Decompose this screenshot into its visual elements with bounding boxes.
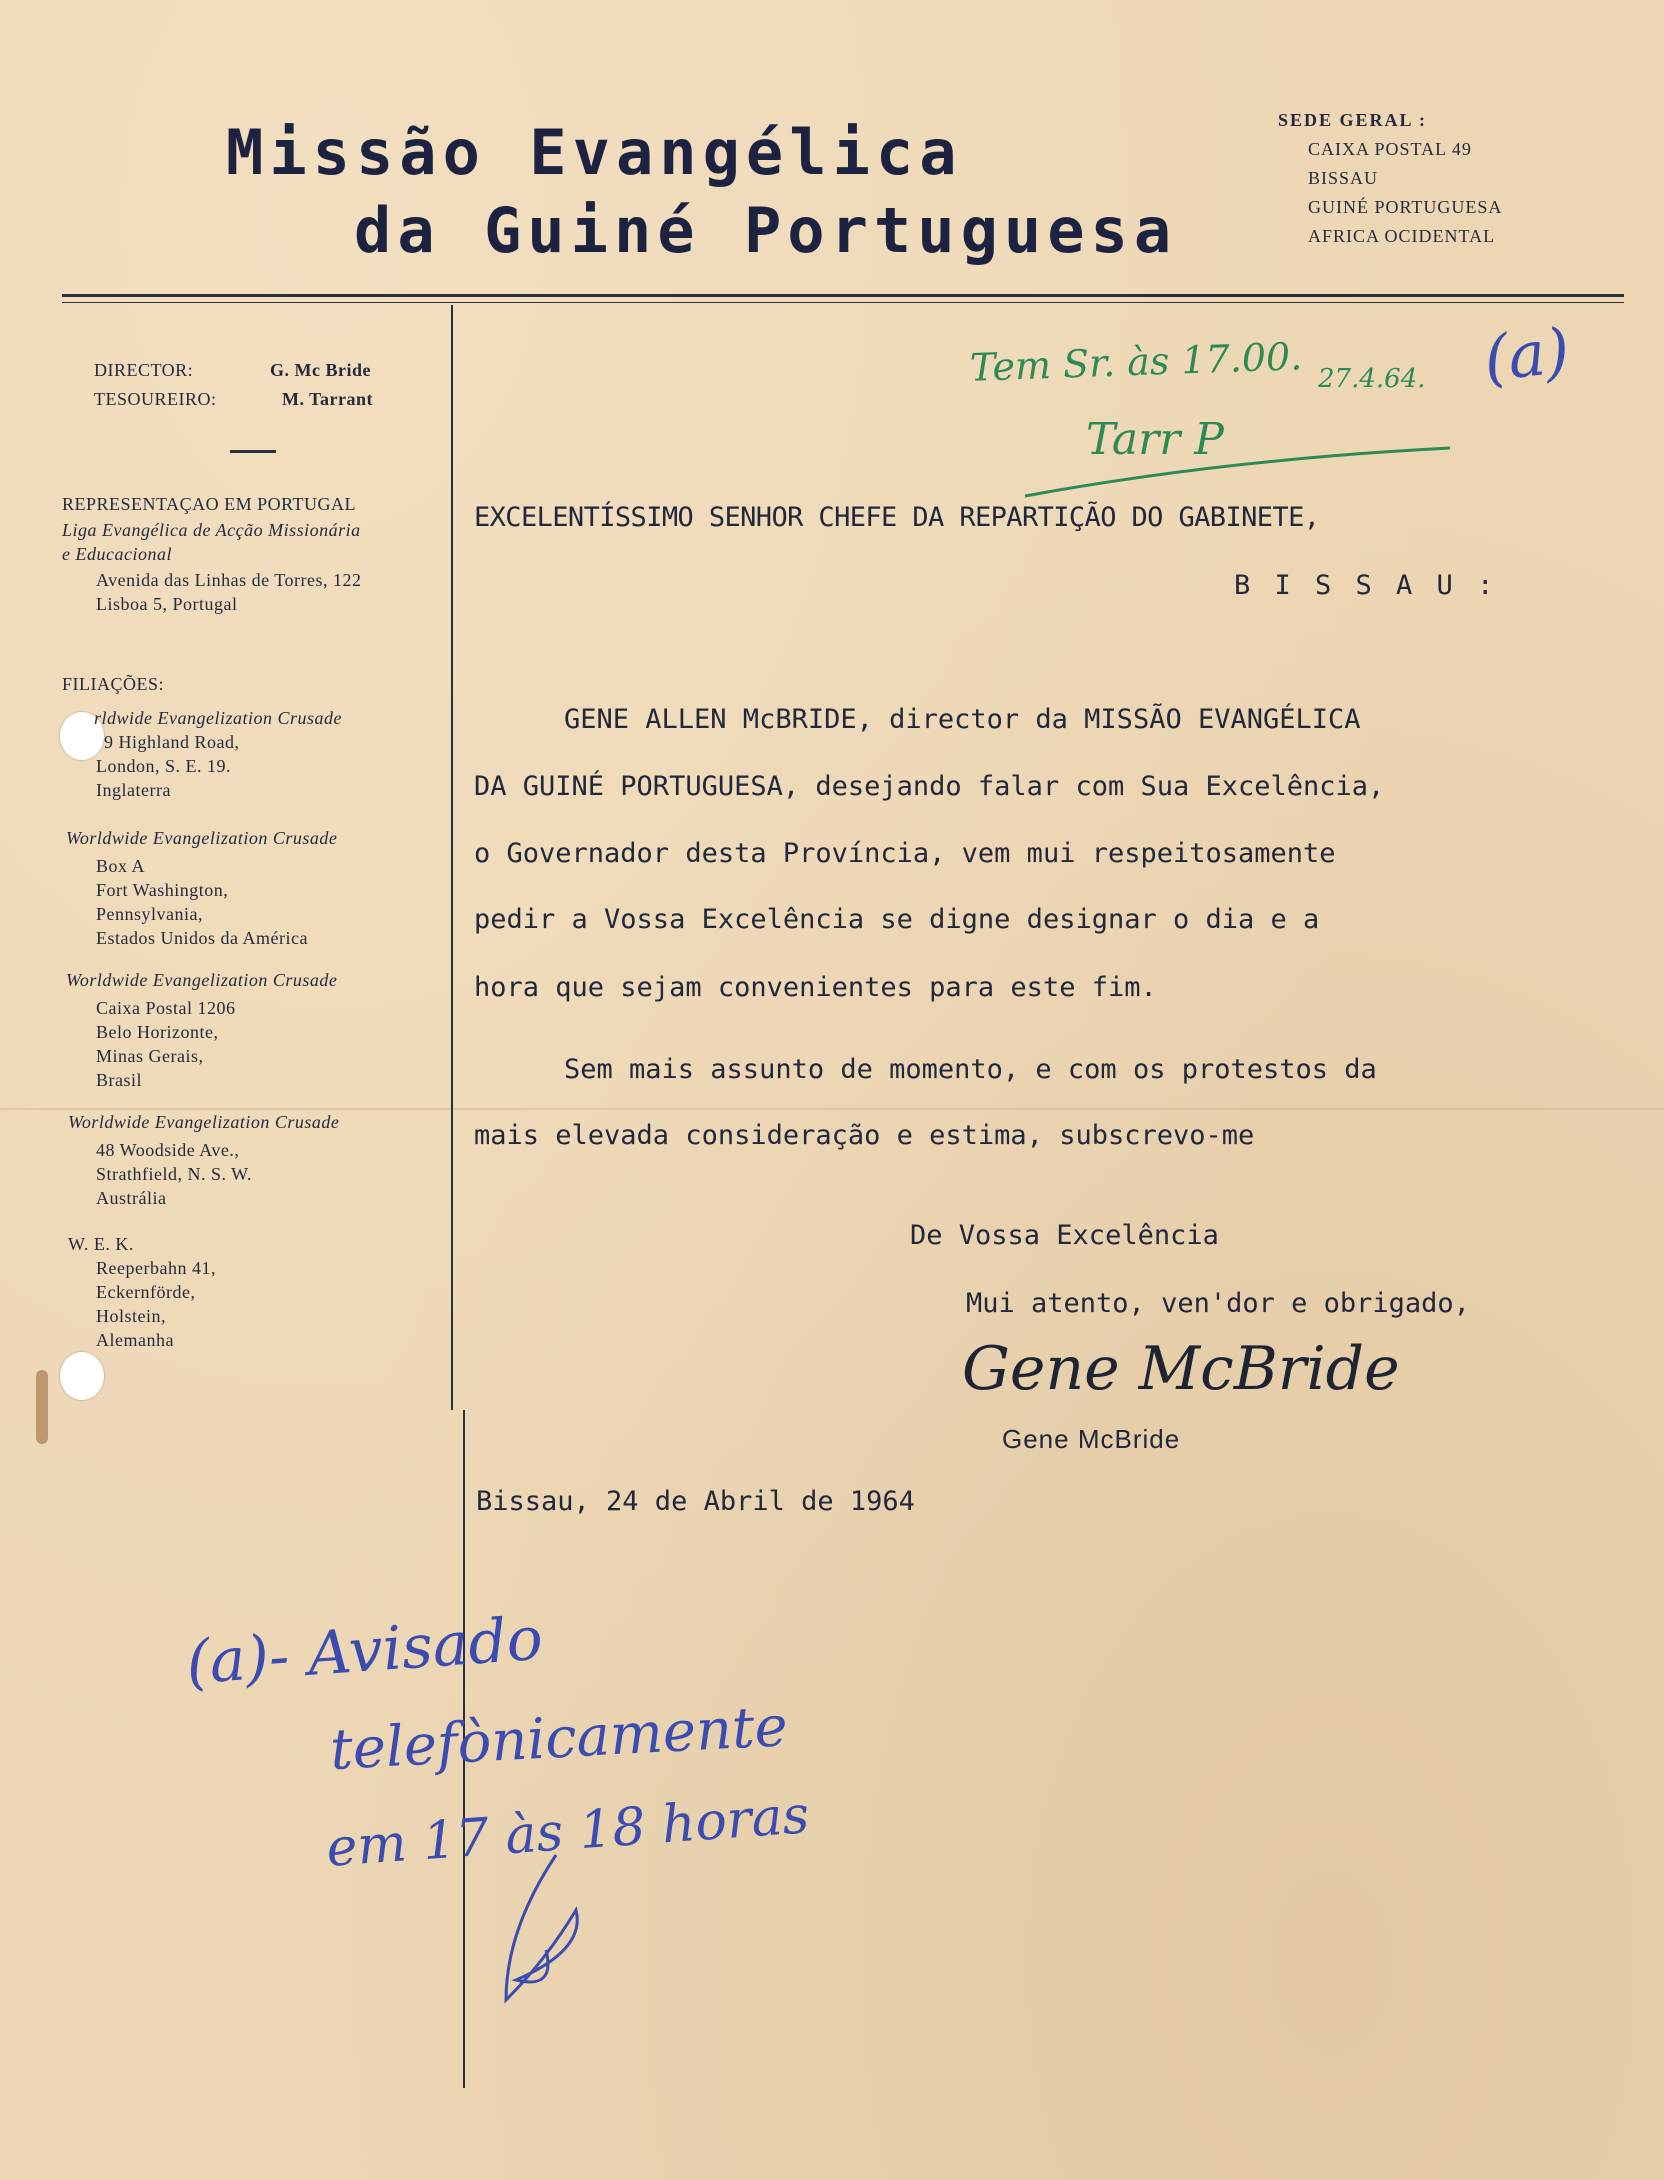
org-title-line1: Missão Evangélica — [226, 116, 963, 189]
affiliation-org: Worldwide Evangelization Crusade — [68, 1112, 340, 1132]
affiliation-line: Estados Unidos da América — [96, 928, 308, 948]
green-underline-stroke — [1020, 430, 1460, 500]
blue-note-line: em 17 às 18 horas — [324, 1785, 812, 1879]
affiliation-line: Caixa Postal 1206 — [96, 998, 236, 1018]
affiliation-line: Reeperbahn 41, — [96, 1258, 216, 1278]
closing-line: De Vossa Excelência — [910, 1220, 1219, 1251]
blue-initials-mark — [486, 1850, 596, 2010]
representation-block — [62, 492, 362, 616]
affiliation-item — [62, 826, 337, 950]
affiliation-line: Belo Horizonte, — [96, 1022, 219, 1042]
closing-line: Mui atento, ven'dor e obrigado, — [966, 1288, 1470, 1319]
affiliation-line: Fort Washington, — [96, 880, 229, 900]
affiliation-line: Strathfield, N. S. W. — [96, 1164, 253, 1184]
rep-heading: REPRESENTAÇAO EM PORTUGAL — [62, 494, 356, 514]
rep-org: e Educacional — [62, 544, 172, 564]
affiliation-line: London, S. E. 19. — [96, 756, 232, 776]
green-initials: Tarr P — [1086, 414, 1224, 465]
affiliation-org: Worldwide Evangelization Crusade — [66, 970, 338, 990]
paragraph-line: hora que sejam convenientes para este fim. — [474, 972, 1157, 1003]
affiliation-line: Minas Gerais, — [96, 1046, 204, 1066]
affiliation-org: W. E. K. — [68, 1234, 134, 1254]
rep-address: Lisboa 5, Portugal — [96, 594, 238, 614]
treasurer-name: M. Tarrant — [282, 389, 374, 409]
salutation: EXCELENTÍSSIMO SENHOR CHEFE DA REPARTIÇÃO DO GABINETE, — [474, 502, 1320, 533]
hq-line: CAIXA POSTAL 49 — [1308, 139, 1472, 159]
paragraph-line: DA GUINÉ PORTUGUESA, desejando falar com Sua Excelência, — [474, 771, 1385, 802]
affiliation-org: rldwide Evangelization Crusade — [94, 708, 342, 728]
paragraph-line: mais elevada consideração e estima, subscrevo-me — [474, 1120, 1255, 1151]
blue-note-line: telefònicamente — [328, 1694, 790, 1783]
affiliation-item — [62, 1110, 339, 1210]
paragraph-line: Sem mais assunto de momento, e com os protestos da — [564, 1054, 1377, 1085]
affiliation-item — [62, 968, 337, 1092]
paragraph-line: GENE ALLEN McBRIDE, director da MISSÃO EVANGÉLICA — [564, 704, 1361, 735]
affiliation-line: Alemanha — [96, 1330, 174, 1350]
affiliation-line: Eckernförde, — [96, 1282, 196, 1302]
signer-name: Gene McBride — [1002, 1424, 1181, 1454]
affiliation-line: Box A — [96, 856, 146, 876]
header-rule — [62, 294, 1624, 297]
affiliations-heading: FILIAÇÕES: — [62, 674, 165, 694]
treasurer-label: TESOUREIRO: — [94, 389, 217, 409]
hq-line: GUINÉ PORTUGUESA — [1308, 197, 1503, 217]
rep-org: Liga Evangélica de Acção Missionária — [62, 520, 361, 540]
affiliation-line: 9 Highland Road, — [104, 732, 240, 752]
affiliation-item — [62, 706, 342, 802]
affiliation-line: Inglaterra — [96, 780, 171, 800]
affiliation-line: Brasil — [96, 1070, 142, 1090]
director-name: G. Mc Bride — [270, 360, 371, 380]
hq-line: BISSAU — [1308, 168, 1379, 188]
hq-line: AFRICA OCIDENTAL — [1308, 226, 1496, 246]
affiliation-line: Pennsylvania, — [96, 904, 203, 924]
green-note: Tem Sr. às 17.00. — [969, 334, 1303, 390]
staff-block — [94, 356, 373, 414]
signature: Gene McBride — [962, 1334, 1400, 1404]
rep-address: Avenida das Linhas de Torres, 122 — [96, 570, 362, 590]
headquarters-block — [1278, 106, 1503, 251]
affiliation-org: Worldwide Evangelization Crusade — [66, 828, 338, 848]
paragraph-line: o Governador desta Província, vem mui respeitosamente — [474, 838, 1336, 869]
divider-dash — [230, 450, 276, 453]
stain-mark — [36, 1370, 48, 1444]
director-label: DIRECTOR: — [94, 360, 194, 380]
blue-mark: (a) — [1480, 313, 1573, 396]
green-date: 27.4.64. — [1318, 364, 1426, 394]
affiliation-line: Austrália — [96, 1188, 167, 1208]
header-rule-thin — [62, 302, 1624, 303]
punch-hole — [60, 1352, 104, 1400]
date-line: Bissau, 24 de Abril de 1964 — [476, 1486, 915, 1517]
affiliation-line: 48 Woodside Ave., — [96, 1140, 240, 1160]
hq-label: SEDE GERAL : — [1278, 110, 1428, 130]
blue-note-line: (a)- Avisado — [183, 1603, 546, 1699]
affiliation-item — [62, 1232, 216, 1352]
addressee-city: B I S S A U : — [1234, 570, 1498, 601]
sidebar-divider — [451, 305, 453, 1410]
affiliation-line: Holstein, — [96, 1306, 166, 1326]
org-title-line2: da Guiné Portuguesa — [354, 194, 1178, 267]
paragraph-line: pedir a Vossa Excelência se digne designar o dia e a — [474, 904, 1320, 935]
